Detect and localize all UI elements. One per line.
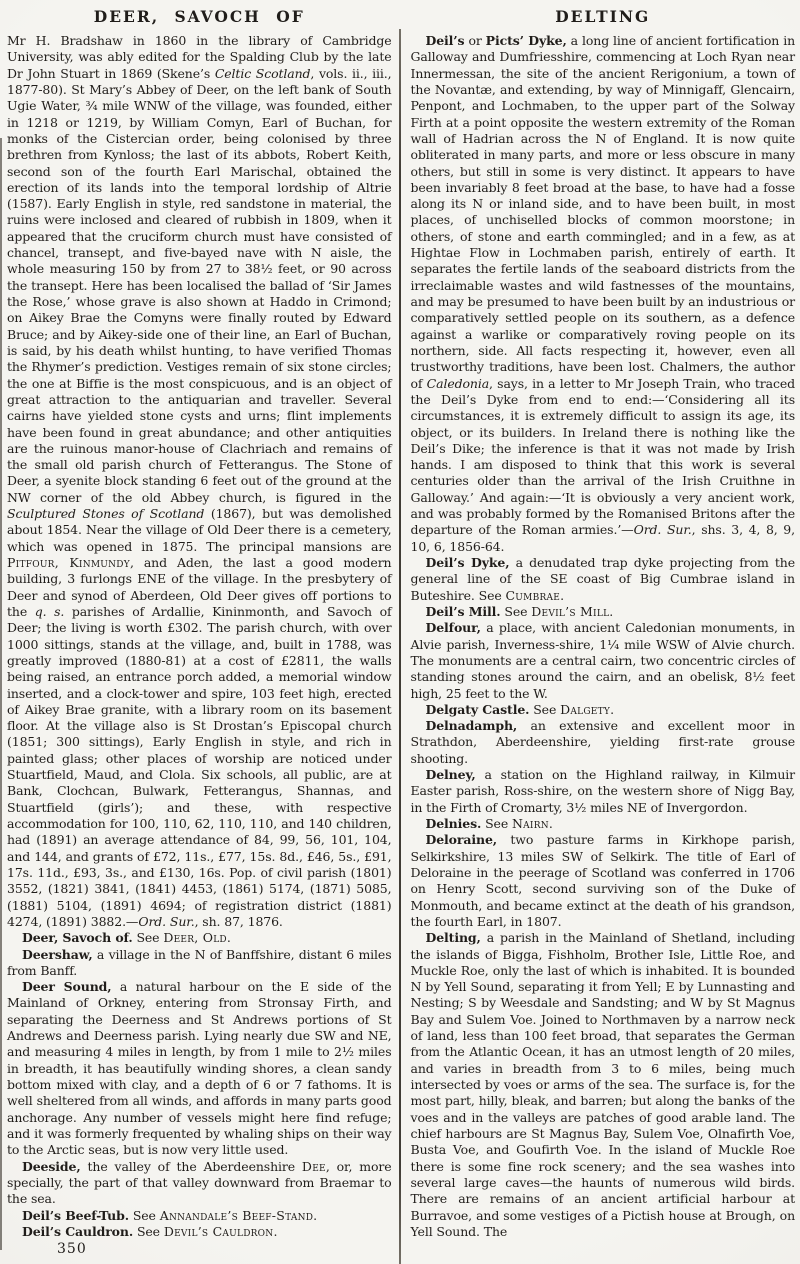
text-run: a village in the N of Banffshire, distant 6 miles from Banff. [7, 946, 392, 978]
text-run: Nairn [511, 816, 549, 831]
entry-paragraph [411, 33, 796, 555]
text-run: . [610, 701, 614, 717]
text-run: See [133, 1223, 164, 1239]
entry-paragraph [411, 604, 796, 620]
entry-paragraph [411, 555, 796, 604]
text-run: two pasture farms in Kirkhope parish, Selkirkshire, 13 miles SW of Selkirk. The title of Earl of Deloraine in the peerage of Scotland was conferred in 1706 on Henry Scott, second surviving son of the Duke of Monmouth, and became extinct at the death of his grandson, the fourth Earl, in 1807. [410, 832, 795, 929]
text-run: or [464, 33, 486, 48]
text-run: , sh. 87, 1876. [194, 913, 283, 929]
page-number: 350 [57, 1241, 87, 1258]
entry-headword: Deil’s Dyke, [425, 555, 510, 570]
entry-headword: Delgaty Castle. [425, 701, 530, 717]
text-run: Sculptured Stones of Scotland [7, 506, 205, 522]
text-run: , and Aden, the last a good modern building, 3 furlongs ENE of the village. In the presbytery of Deer and synod of Aberdeen, Old Deer gives off portions to the [7, 555, 392, 619]
entry-headword: Deershaw, [22, 946, 93, 962]
text-run: Dalgety [560, 701, 611, 717]
entry-paragraph [7, 947, 392, 980]
text-run: (1867), but was demolished about 1854. Near the village of Old Deer there is a cemetery, which was opened in 1875. The principal mansions are [7, 506, 392, 554]
text-run: Caledonia [426, 375, 490, 391]
text-run: the valley of the Aberdeenshire [80, 1158, 302, 1174]
text-run: Ord. Sur. [138, 913, 195, 929]
text-run: . [313, 1207, 318, 1223]
entry-headword: Deeside, [22, 1158, 81, 1174]
entry-paragraph [7, 979, 392, 1158]
text-run: Deer, Old [163, 930, 227, 946]
text-run: q. s. [34, 603, 65, 619]
text-run: Devil’s Cauldron [163, 1223, 274, 1239]
entry-headword: Deil’s Beef-Tub. [22, 1207, 129, 1223]
entry-paragraph [411, 832, 796, 930]
text-run: a place, with ancient Caledonian monuments, in Alvie parish, Inverness-shire, 1¼ mile WSW of Alvie church. The monuments are a central cairn, two concentric circles of standing stones around the cairn, and an obelisk, 8½ feet high, 25 feet to the W. [410, 620, 795, 701]
text-run: a long line of ancient fortification in Galloway and Dumfriesshire, commencing at Loch Ryan near Innermessan, the site of the ancient Rerigonium, a town of the Novantæ, and extending, by way of Minnigaff, Glencairn, Penpont, and Lochmaben, to the upper part of the Solway Firth at a point opposite the western extremity of the Roman wall of Hadrian across the N of England. It is now quite obliterated in many parts, and more or less obscure in many others, but still in some is very distinct. It appears to have been invariably 8 feet broad at the base, to have had a fosse along its N or inland side, and to have been built, in most places, of unchiselled blocks of common moorstone; in others, of stone and earth commingled; and in a few, as at Hightae Flow in Lochmaben parish, entirely of earth. It separates the fertile lands of the seaboard districts from the irreclaimable wastes and wild fastnesses of the mountains, and may be presumed to have been built by an industrious or comparatively settled people on its southern, as a defence against a warlike or comparatively roving people on its northern, side. All facts respecting it, however, even all trustworthy traditions, have been lost. Chalmers, the author of [410, 33, 796, 391]
text-run: , shs. 3, 4, 8, 9, 10, 6, 1856-64. [410, 522, 795, 554]
text-run: an extensive and excellent moor in Strathdon, Aberdeenshire, yielding first-rate grouse shooting. [410, 718, 795, 766]
entry-paragraph [411, 718, 796, 767]
text-run: a parish in the Mainland of Shetland, including the islands of Bigga, Fishholm, Brother Isle, Little Roe, and Muckle Roe, only the last of which is inhabited. It is bounded N by Yell Sound, separating it from Yell; E by Lunnasting and Nesting; S by Weesdale and Sandsting; and W by St Magnus Bay and Sulem Voe. Joined to Northmaven by a narrow neck of land, less than 100 feet broad, that separates the German from the Atlantic Ocean, it has an utmost length of 20 miles, and varies in breadth from 3 to 6 miles, being much intersected by voes or arms of the sea. The surface is, for the most part, hilly, bleak, and barren; but along the banks of the voes and in the valleys are patches of good arable land. The chief harbours are St Magnus Bay, Sulem Voe, Olnafirth Voe, Busta Voe, and Goufirth Voe. In the island of Muckle Roe there is some fine rock scenery; and the sea washes into several large caves—the haunts of numerous wild birds. There are remains of an ancient artificial harbour at Burravoe, and some vestiges of a Pictish house at Brough, on Yell Sound. The [410, 930, 795, 1239]
left-column-text [7, 33, 392, 1240]
entry-headword: Delting, [425, 930, 481, 946]
text-run: . [560, 587, 564, 603]
entry-headword: Delnies. [425, 816, 482, 831]
entry-headword: Deil’s Cauldron. [22, 1223, 134, 1239]
text-run: Annandale’s Beef-Stand [159, 1207, 314, 1223]
text-run: See [132, 930, 164, 946]
text-run: , vols. ii., iii., 1877-80). St Mary’s Abbey of Deer, on the left bank of South Ugie Water, ¾ mile WNW of the village, was founded, either in 1218 or 1219, by William Comyn, Earl of Buchan, for monks of the Cistercian order, being colonised by three brethren from Kynloss; the last of its abbots, Robert Keith, second son of the fourth Earl Marischal, obtained the erection of its lands into the temporal lordship of Altrie (1587). Early English in style, red sandstone in material, the ruins were inclosed and cleared of rubbish in 1809, when it appeared that the cruciform church must have consisted of chancel, transept, and five-bayed nave with N aisle, the whole measuring 150 by from 27 to 38½ feet, or 90 across the transept. Here has been localised the ballad of ‘Sir James the Rose,’ whose grave is also shown at Haddo in Crimond; on Aikey Brae the Comyns were finally routed by Edward Bruce; and by Aikey-side one of their line, an Earl of Buchan, is said, by his death whilst hunting, to have verified Thomas the Rhymer’s prediction. Vestiges remain of six stone circles; the one at Biffie is the most conspicuous, and is an object of great attraction to the antiquarian and traveller. Several cairns have yielded stone cysts and urns; flint implements have been found in great abundance; and other antiquities are the ruinous manor-house of Clachriach and remains of the small old parish church of Fetterangus. The Stone of Deer, a syenite block standing 6 feet out of the ground at the NW corner of the old Abbey church, is figured in the [7, 65, 392, 505]
text-run: See [500, 603, 532, 619]
text-run: See [481, 816, 512, 831]
left-column-header: DEER, SAVOCH OF [93, 7, 305, 26]
text-run: Mr H. Bradshaw in 1860 in the library of Cambridge University, was ably edited for the Spalding Club by the late Dr John Stuart in 1869 (Skene’s [7, 33, 392, 81]
text-run: , or, more specially, the part of that valley downward from Braemar to the sea. [7, 1158, 392, 1207]
text-run: . [273, 1223, 278, 1239]
text-run: See [529, 701, 561, 717]
entry-paragraph [411, 620, 796, 702]
entry-paragraph [7, 1159, 392, 1208]
text-run: . [226, 930, 231, 946]
entry-paragraph [7, 930, 392, 946]
text-run: a denudated trap dyke projecting from the general line of the SE coast of Big Cumbrae island in Buteshire. See [410, 555, 795, 603]
text-run: a natural harbour on the E side of the Mainland of Orkney, entering from Stronsay Firth, and separating the Deerness and St Andrews portions of St Andrews and Deerness parish. Lying nearly due SW and NE, and measuring 4 miles in length, by from 1 mile to 2½ miles in breadth, it has beautifully winding shores, a clean sandy bottom mixed with clay, and a depth of 6 or 7 fathoms. It is well sheltered from all winds, and affords in many parts good anchorage. Any number of vessels might here find refuge; and it was formerly frequented by whaling ships on their way to the Arctic seas, but is now very little used. [7, 979, 392, 1158]
text-run: . [548, 816, 553, 831]
text-run: a station on the Highland railway, in Kilmuir Easter parish, Ross-shire, on the western shore of Nigg Bay, in the Firth of Cromarty, 3½ miles NE of Invergordon. [410, 767, 795, 815]
entry-headword: Picts’ Dyke, [485, 33, 567, 48]
entry-headword: Deer Sound, [22, 979, 112, 995]
entry-paragraph [7, 1224, 392, 1240]
entry-headword: Delnadamph, [425, 718, 518, 734]
text-run: Cumbrae [505, 587, 561, 603]
text-run: Dee [301, 1158, 326, 1174]
right-column-header: DELTING [555, 7, 651, 26]
text-run: See [128, 1207, 160, 1223]
entry-headword: Deil’s [425, 33, 465, 48]
left-column [7, 5, 399, 1264]
entry-headword: Deer, Savoch of. [22, 930, 133, 946]
entry-paragraph [411, 767, 796, 816]
entry-headword: Delney, [425, 767, 476, 783]
entry-paragraph [7, 1208, 392, 1224]
text-run: parishes of Ardallie, Kininmonth, and Savoch of Deer; the living is worth £302. The parish church, with over 1000 sittings, stands at the village, and, built in 1788, was greatly improved (1880-81) at a cost of £2811, the walls being raised, an entrance porch added, a memorial window inserted, and a clock-tower and spire, 103 feet high, erected of Aikey Brae granite, with a library room on its basement floor. At the village also is St Drostan’s Episcopal church (1851; 300 sittings), Early English in style, and rich in painted glass; other places of worship are noticed under Stuartfield, Maud, and Clola. Six schools, all public, are at Bank, Clochcan, Bulwark, Fetterangus, Shannas, and Stuartfield (girls’); and these, with respective accommodation for 100, 110, 62, 110, 110, and 140 children, had (1891) an average attendance of 84, 99, 56, 101, 104, and 144, and grants of £72, 11s., £77, 15s. 8d., £46, 5s., £91, 17s. 11d., £93, 3s., and £130, 16s. Pop. of civil parish (1801) 3552, (1821) 3841, (1841) 4453, (1861) 5174, (1871) 5085, (1881) 5104, (1891) 4694; of registration district (1881) 4274, (1891) 3882.— [7, 603, 392, 929]
entry-paragraph [411, 930, 796, 1240]
text-run: , says, in a letter to Mr Joseph Train, who traced the Deil’s Dyke from end to end:—‘Considering all its circumstances, it is extremely difficult to assign its age, its object, or its builders. In Ireland there is nothing like the Deil’s Dike; the inference is that it was not made by Irish hands. I am disposed to think that this work is several centuries older than the arrival of the Irish Cruithne in Galloway.’ And again:—‘It is obviously a very ancient work, and was probably formed by the Romanised Britons after the departure of the Roman armies.’— [410, 375, 796, 538]
entry-paragraph [7, 33, 392, 930]
text-run: Devil’s Mill [531, 603, 610, 619]
scan-edge-artifact [0, 138, 2, 1250]
text-run: . [609, 603, 614, 619]
text-run: Celtic Scotland [214, 65, 311, 81]
text-run: Pitfour, Kinmundy [7, 555, 130, 570]
right-column [401, 5, 796, 1264]
entry-headword: Deloraine, [425, 832, 498, 848]
entry-headword: Deil’s Mill. [425, 603, 501, 619]
entry-headword: Delfour, [425, 620, 481, 636]
text-run: Ord. Sur. [633, 522, 692, 538]
entry-paragraph [411, 702, 796, 718]
right-column-text [411, 33, 796, 1240]
entry-paragraph [411, 816, 796, 832]
